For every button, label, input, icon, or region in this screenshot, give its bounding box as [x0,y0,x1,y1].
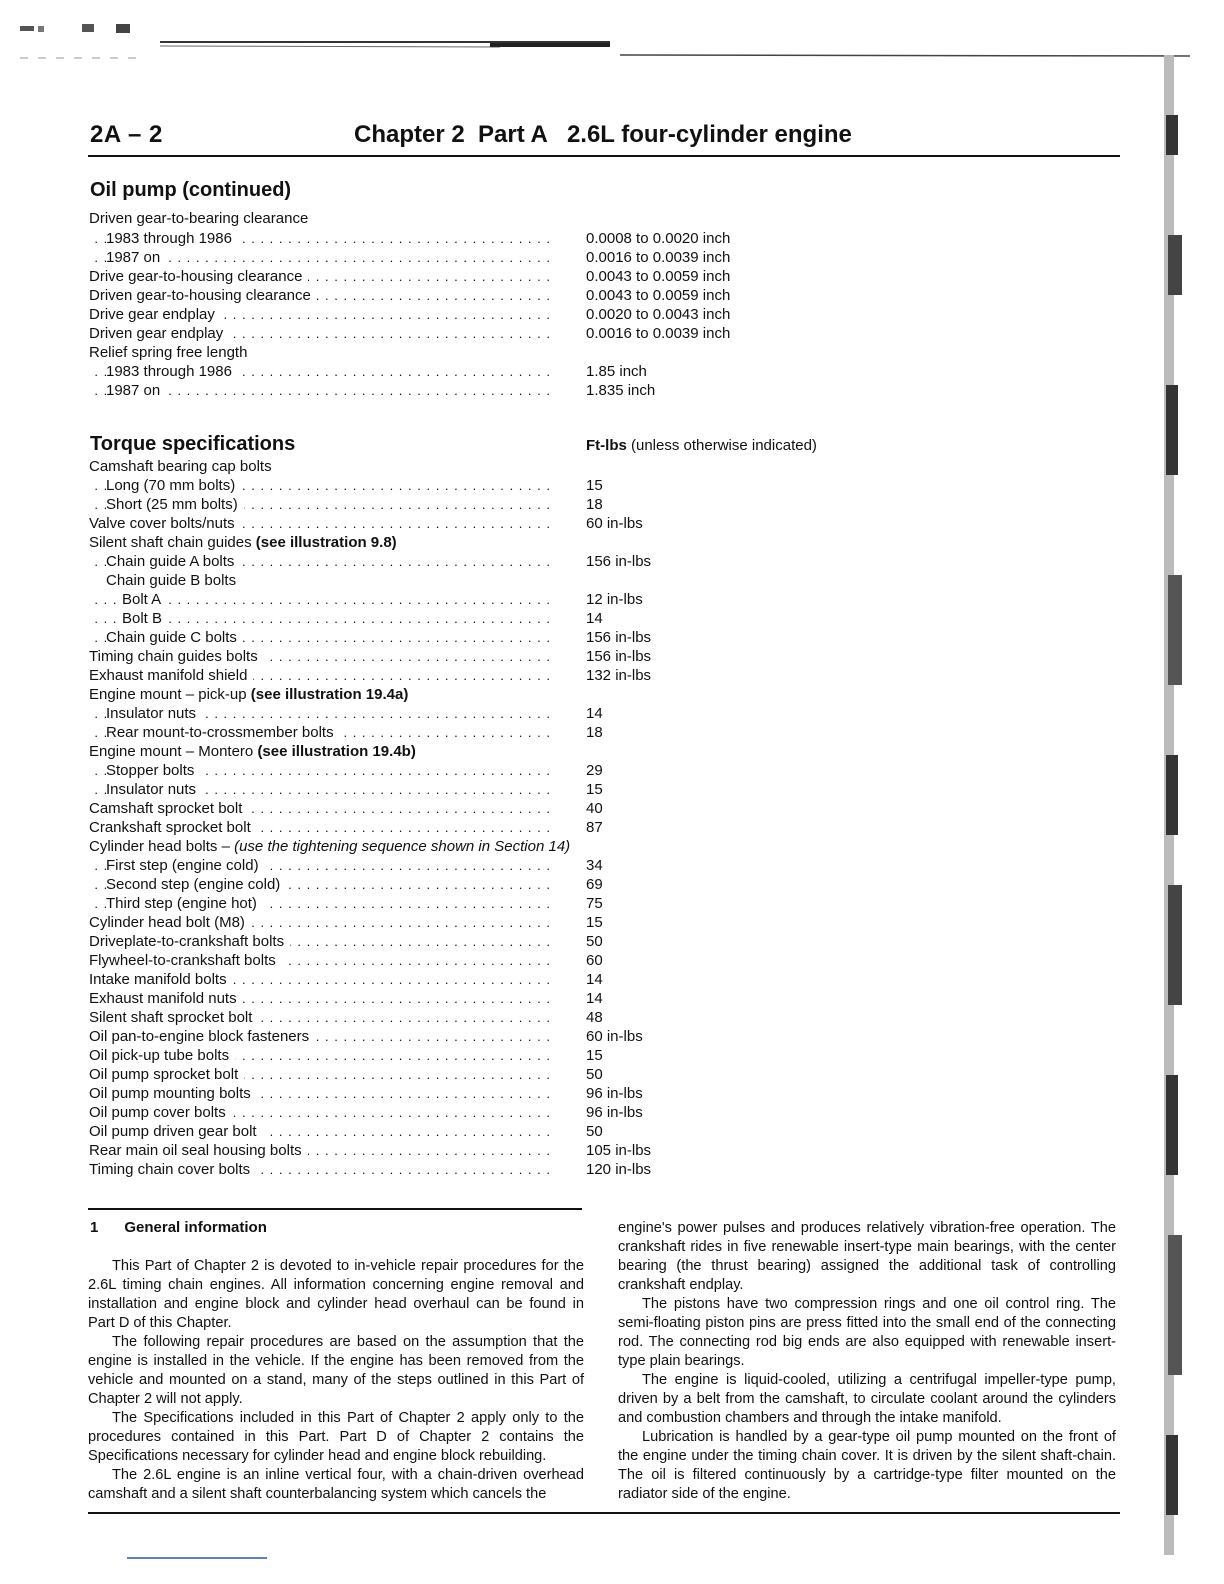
spec-row: Valve cover bolts/nuts . . . [89,514,551,533]
spec-row: Second step (engine cold) . . . [89,875,551,894]
spec-value: 75 [586,895,603,912]
spec-row: First step (engine cold) . . . [89,856,551,875]
torque-title: Torque specifications [90,433,296,455]
spec-value: 156 in-lbs [586,553,652,570]
scan-artifact-top [0,18,1190,68]
spec-value: 60 in-lbs [586,1028,643,1045]
header-rule [88,155,1120,157]
spec-value: 12 in-lbs [586,591,643,608]
footer-rule [88,1512,1120,1514]
paragraph: The following repair procedures are based on the assumption that the engine is installed in the vehicle. If the engine has been removed from the vehicle and mounted on a stand, many of the steps outlined in this Part of Chapter 2 will not apply. [88,1334,584,1407]
spec-row: Exhaust manifold shield . . . [89,666,551,685]
spec-row: 1983 through 1986 . . . [89,229,551,248]
spec-row: Engine mount – pick-up (see illustration 19.4a) [89,685,551,704]
spec-row: Bolt B . . . [89,609,551,628]
spec-row: Engine mount – Montero (see illustration 19.4b) [89,742,551,761]
chapter-title: Chapter 2 Part A 2.6L four-cylinder engine [354,121,852,148]
spec-value: 50 [586,933,603,950]
section-rule [88,1208,582,1210]
spec-row: Timing chain guides bolts . . . [89,647,551,666]
spec-row: Oil pump driven gear bolt . . . [89,1122,551,1141]
spec-row: Insulator nuts . . . [89,780,551,799]
spec-row: Driven gear-to-housing clearance . . . [89,286,551,305]
spec-row: Bolt A . . . [89,590,551,609]
spec-row: Intake manifold bolts . . . [89,970,551,989]
spec-row: Silent shaft chain guides (see illustration 9.8) [89,533,551,552]
spec-row: Exhaust manifold nuts . . . [89,989,551,1008]
paragraph: The Specifications included in this Part of Chapter 2 apply only to the procedures contained in this Part. Part D of Chapter 2 contains the Specifications necessary for cylinder head and engine block rebuilding. [88,1410,584,1464]
paragraph: The 2.6L engine is an inline vertical four, with a chain-driven overhead camshaft and a silent shaft counterbalancing system which cancels the [88,1467,584,1502]
spec-row: Driven gear-to-bearing clearance [89,209,551,228]
spec-value: 14 [586,610,603,627]
paragraph: engine's power pulses and produces relatively vibration-free operation. The crankshaft rides in five renewable insert-type main bearings, with the center bearing (the thrust bearing) assigned the additional task of controlling crankshaft endplay. [618,1220,1116,1293]
spec-row: Stopper bolts . . . [89,761,551,780]
spec-row: Drive gear endplay . . . [89,305,551,324]
spec-value: 34 [586,857,603,874]
spec-value: 60 in-lbs [586,515,643,532]
spec-value: 132 in-lbs [586,667,652,684]
spec-value: 0.0016 to 0.0039 inch [586,325,731,342]
spec-row: Short (25 mm bolts) . . . [89,495,551,514]
spec-row: Rear main oil seal housing bolts . . . [89,1141,551,1160]
paragraph: Lubrication is handled by a gear-type oil pump mounted on the front of the engine under the timing chain cover. It is driven by the silent shaft-chain. The oil is filtered continuously by a cartridge-type filter mounted on the radiator side of the engine. [618,1429,1116,1502]
scan-mark-blue [127,1557,267,1559]
general-info-heading: 1 General information [90,1219,267,1236]
spec-row: Third step (engine hot) . . . [89,894,551,913]
spec-row: Crankshaft sprocket bolt . . . [89,818,551,837]
spec-value: 14 [586,990,603,1007]
spec-row: 1987 on . . . [89,248,551,267]
spec-row: Timing chain cover bolts . . . [89,1160,551,1179]
spec-value: 156 in-lbs [586,629,652,646]
oil-pump-title: Oil pump (continued) [90,179,292,201]
spec-value: 120 in-lbs [586,1161,652,1178]
spec-row: Cylinder head bolt (M8) . . . [89,913,551,932]
spec-row: Oil pump mounting bolts . . . [89,1084,551,1103]
spec-value: 156 in-lbs [586,648,652,665]
spec-value: 15 [586,1047,603,1064]
spec-row: Camshaft bearing cap bolts [89,457,551,476]
spec-row: Oil pump cover bolts . . . [89,1103,551,1122]
spec-value: 0.0016 to 0.0039 inch [586,249,731,266]
paragraph: This Part of Chapter 2 is devoted to in-vehicle repair procedures for the 2.6L timing chain engines. All information concerning engine removal and installation and engine block and cylinder head overhaul can be found in Part D of this Chapter. [88,1258,584,1331]
spec-value: 0.0008 to 0.0020 inch [586,230,731,247]
spec-value: 14 [586,705,603,722]
spec-value: 50 [586,1066,603,1083]
scan-artifact-right [1150,55,1210,1555]
spec-row: Oil pump sprocket bolt . . . [89,1065,551,1084]
page-number: 2A – 2 [90,121,163,148]
spec-value: 96 in-lbs [586,1104,643,1121]
spec-value: 96 in-lbs [586,1085,643,1102]
spec-value: 87 [586,819,603,836]
spec-value: 18 [586,496,603,513]
spec-row: Chain guide B bolts [89,571,551,590]
spec-value: 15 [586,781,603,798]
spec-value: 14 [586,971,603,988]
spec-value: 48 [586,1009,603,1026]
spec-value: 60 [586,952,603,969]
spec-value: 0.0020 to 0.0043 inch [586,306,731,323]
paragraph: The pistons have two compression rings and one oil control ring. The semi-floating piston pins are press fitted into the small end of the connecting rod. The connecting rod big ends are also equipped with renewable insert-type plain bearings. [618,1296,1116,1369]
spec-value: 18 [586,724,603,741]
spec-value: 1.85 inch [586,363,647,380]
spec-value: 105 in-lbs [586,1142,652,1159]
spec-value: 15 [586,477,603,494]
spec-row: Insulator nuts . . . [89,704,551,723]
spec-row: 1987 on . . . [89,381,551,400]
spec-row: Driven gear endplay . . . [89,324,551,343]
spec-row: Chain guide C bolts . . . [89,628,551,647]
spec-value: 50 [586,1123,603,1140]
body-column-right [618,1219,1116,1504]
body-column-left [88,1257,584,1504]
spec-row: Oil pick-up tube bolts . . . [89,1046,551,1065]
spec-row: Driveplate-to-crankshaft bolts . . . [89,932,551,951]
spec-value: 1.835 inch [586,382,656,399]
spec-row: 1983 through 1986 . . . [89,362,551,381]
spec-row: Flywheel-to-crankshaft bolts . . . [89,951,551,970]
spec-value: 15 [586,914,603,931]
spec-row: Chain guide A bolts . . . [89,552,551,571]
spec-row: Camshaft sprocket bolt . . . [89,799,551,818]
paragraph: The engine is liquid-cooled, utilizing a centrifugal impeller-type pump, driven by a belt from the camshaft, to circulate coolant around the cylinders and combustion chambers and through the intake manifold. [618,1372,1116,1426]
spec-row: Silent shaft sprocket bolt . . . [89,1008,551,1027]
spec-row: Oil pan-to-engine block fasteners . . . [89,1027,551,1046]
spec-row: Long (70 mm bolts) . . . [89,476,551,495]
spec-row: Cylinder head bolts – (use the tightening sequence shown in Section 14) [89,837,609,856]
spec-value: 0.0043 to 0.0059 inch [586,268,731,285]
spec-row: Relief spring free length [89,343,551,362]
spec-row: Drive gear-to-housing clearance . . . [89,267,551,286]
spec-value: 69 [586,876,603,893]
spec-value: 40 [586,800,603,817]
spec-value: 29 [586,762,603,779]
spec-value: 0.0043 to 0.0059 inch [586,287,731,304]
spec-row: Rear mount-to-crossmember bolts . . . [89,723,551,742]
torque-unit: Ft-lbs (unless otherwise indicated) [586,437,817,454]
